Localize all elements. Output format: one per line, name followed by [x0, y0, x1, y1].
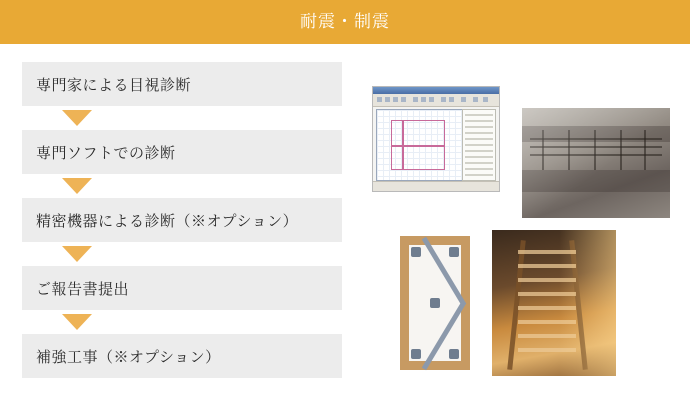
flow-step-5[interactable] — [22, 334, 342, 378]
triangle-down-icon — [62, 314, 92, 330]
flow-arrow-1 — [22, 106, 342, 130]
wooden-frame-brace-reinforcement-photo — [388, 230, 484, 376]
triangle-down-icon — [62, 246, 92, 262]
wooden-frame — [400, 236, 470, 370]
floor-plan-shape — [391, 120, 445, 170]
cad-drawing-canvas — [376, 109, 464, 181]
brace-connector-plate — [449, 247, 459, 257]
flow-step-2[interactable] — [22, 130, 342, 174]
cad-statusbar — [373, 181, 499, 191]
brace-connector-plate — [411, 247, 421, 257]
triangle-down-icon — [62, 178, 92, 194]
flow-step-2-label: 専門ソフトでの診断 — [36, 144, 176, 162]
flow-step-4[interactable] — [22, 266, 342, 310]
flow-step-1-label: 専門家による目視診断 — [36, 76, 192, 94]
cad-side-panel — [462, 109, 496, 181]
interior-stair-framing-photo — [492, 230, 616, 376]
photo-gallery — [370, 82, 670, 382]
deteriorated-concrete-beam-photo — [522, 108, 670, 218]
brace-connector-plate — [449, 349, 459, 359]
flow-step-5-label: 補強工事（※オプション） — [36, 348, 221, 366]
flow-arrow-4 — [22, 310, 342, 334]
flow-arrow-3 — [22, 242, 342, 266]
flow-step-3[interactable] — [22, 198, 342, 242]
diagnosis-flow — [22, 62, 342, 378]
brace-connector-plate — [430, 298, 440, 308]
flow-step-4-label: ご報告書提出 — [36, 280, 130, 298]
brace-connector-plate — [411, 349, 421, 359]
flow-arrow-2 — [22, 174, 342, 198]
page-title: 耐震・制震 — [300, 12, 390, 31]
flow-step-1[interactable] — [22, 62, 342, 106]
flow-step-3-label: 精密機器による診断（※オプション） — [36, 212, 299, 230]
cad-diagnosis-software-screenshot — [372, 86, 500, 192]
cad-window-titlebar — [373, 87, 499, 94]
triangle-down-icon — [62, 110, 92, 126]
cad-toolbar — [373, 94, 499, 107]
